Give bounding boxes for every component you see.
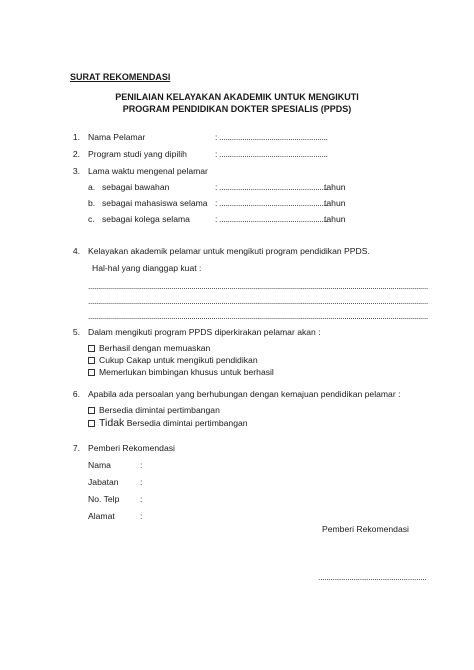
label-program-studi: Program studi yang dipilih <box>88 149 187 159</box>
unit-tahun-c: tahun <box>324 214 346 224</box>
option-bimbingan[interactable] <box>88 367 274 377</box>
dotted-line-2[interactable]: ........................................................................................................................................................................... <box>88 296 428 306</box>
item-number-1: 1. <box>72 132 80 142</box>
item-number-2: 2. <box>72 149 80 159</box>
option-berhasil-label: Berhasil dengan memuaskan <box>99 343 211 353</box>
question-5: Dalam mengikuti program PPDS diperkirakan pelamar akan : <box>88 327 321 337</box>
option-tidak-word: Tidak <box>99 417 125 429</box>
unit-tahun-a: tahun <box>324 182 346 192</box>
item-number-7: 7. <box>72 443 80 453</box>
question-6: Apabila ada persoalan yang berhubungan dengan kemajuan pendidikan pelamar : <box>88 389 401 399</box>
label-nama-pelamar: Nama Pelamar <box>88 132 146 142</box>
option-cukup-cakap-label: Cukup Cakap untuk mengikuti pendidikan <box>99 355 258 365</box>
label-no-telp: No. Telp <box>88 494 120 504</box>
option-cukup-cakap[interactable] <box>88 355 258 365</box>
question-4-sub: Hal-hal yang dianggap kuat : <box>92 263 202 273</box>
item-number-4: 4. <box>72 246 80 256</box>
dotted-line-3[interactable]: ........................................................................................................................................................................... <box>88 311 428 321</box>
colon-nama: : <box>140 460 143 470</box>
heading-line-2: PROGRAM PENDIDIKAN DOKTER SPESIALIS (PPDS) <box>122 104 352 114</box>
label-mahasiswa: sebagai mahasiswa selama <box>102 198 208 208</box>
option-tidak-bersedia-label: Bersedia dimintai pertimbangan <box>126 418 248 428</box>
label-bawahan: sebagai bawahan <box>102 182 170 192</box>
label-jabatan: Jabatan <box>88 477 119 487</box>
signature-line[interactable]: .................................................... <box>318 572 427 582</box>
question-7: Pemberi Rekomendasi <box>88 443 175 453</box>
colon-alamat: : <box>140 511 143 521</box>
checkbox-icon[interactable] <box>88 407 95 414</box>
checkbox-icon[interactable] <box>88 369 95 376</box>
label-nama: Nama <box>88 460 111 470</box>
sub-letter-a: a. <box>88 182 96 192</box>
question-4: Kelayakan akademik pelamar untuk mengikuti program pendidikan PPDS. <box>88 246 370 256</box>
document-title: SURAT REKOMENDASI <box>70 72 171 82</box>
field-kolega[interactable]: : .................................................... <box>215 214 328 224</box>
signature-label: Pemberi Rekomendasi <box>322 524 409 534</box>
label-lama-waktu: Lama waktu mengenal pelamar <box>88 166 208 176</box>
sub-letter-b: b. <box>88 198 96 208</box>
option-bersedia-label: Bersedia dimintai pertimbangan <box>99 405 220 415</box>
checkbox-icon[interactable] <box>88 420 95 427</box>
item-number-3: 3. <box>72 166 80 176</box>
option-tidak-bersedia[interactable] <box>88 417 248 430</box>
colon-no-telp: : <box>140 494 143 504</box>
dotted-line-1[interactable]: ........................................................................................................................................................................... <box>88 281 428 291</box>
checkbox-icon[interactable] <box>88 345 95 352</box>
field-nama-pelamar[interactable]: : .................................................... <box>215 132 328 142</box>
field-mahasiswa[interactable]: : .................................................... <box>215 198 328 208</box>
option-berhasil[interactable] <box>88 343 210 353</box>
unit-tahun-b: tahun <box>324 198 346 208</box>
field-bawahan[interactable]: : .................................................... <box>215 182 328 192</box>
label-alamat: Alamat <box>88 511 115 521</box>
checkbox-icon[interactable] <box>88 357 95 364</box>
colon-jabatan: : <box>140 477 143 487</box>
item-number-5: 5. <box>72 327 80 337</box>
heading-line-1: PENILAIAN KELAYAKAN AKADEMIK UNTUK MENGIKUTI <box>115 92 359 102</box>
option-bersedia[interactable] <box>88 405 220 415</box>
item-number-6: 6. <box>72 389 80 399</box>
field-program-studi[interactable]: : .................................................... <box>215 149 328 159</box>
label-kolega: sebagai kolega selama <box>102 214 190 224</box>
sub-letter-c: c. <box>88 214 95 224</box>
option-bimbingan-label: Memerlukan bimbingan khusus untuk berhasil <box>99 367 274 377</box>
